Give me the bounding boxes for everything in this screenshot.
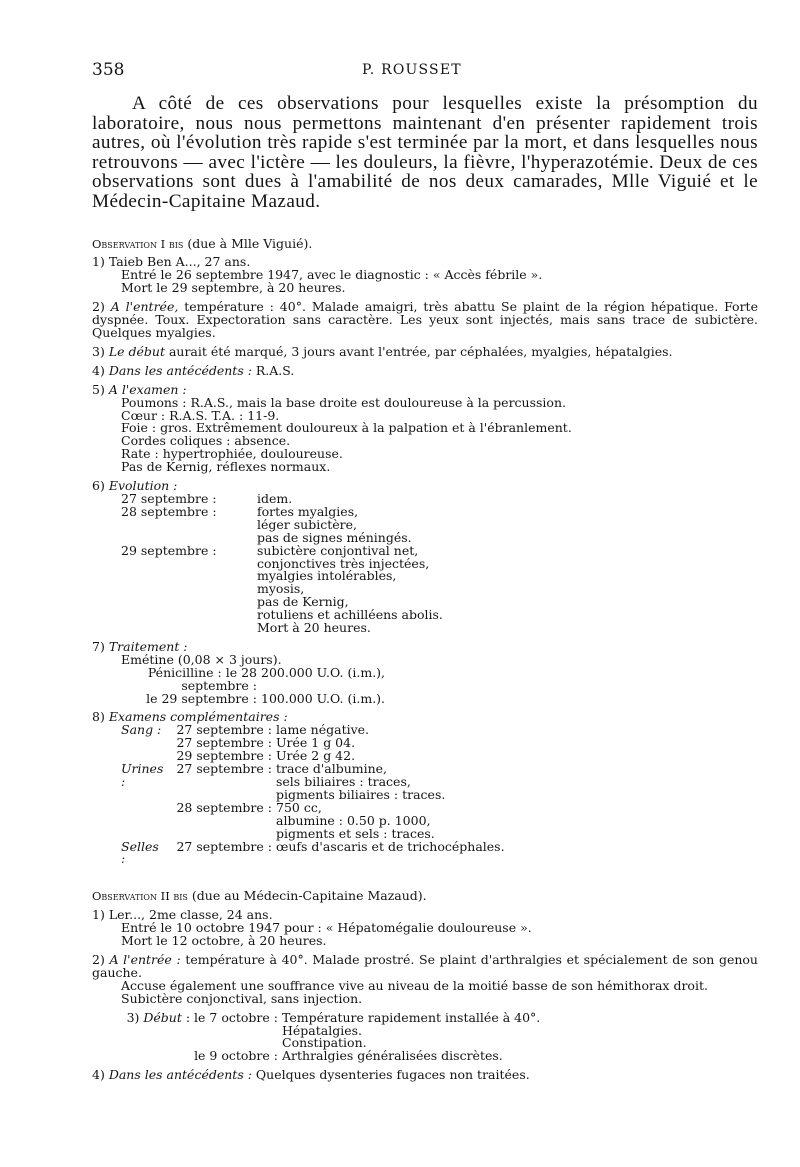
exam-line: Cœur : R.A.S. T.A. : 11-9. bbox=[121, 407, 280, 423]
document-page bbox=[92, 60, 758, 1082]
intro-paragraph: A côté de ces observations pour lesquelles existe la présomption du laboratoire, nous nous permettons maintenant d'en présenter rapidement trois autres, où l'évolution très rapide s'est terminée par la mort, et dans lesquelles nous retrouvons — avec l'ictère — les douleurs, la fièvre, l'hyperazotémie. Deux de ces observations sont dues à l'amabilité de nos deux camarades, Mlle Viguié et le Médecin-Capitaine Mazaud. bbox=[92, 93, 758, 212]
obs2-section-3 bbox=[92, 1009, 758, 1064]
observation-1-title: Observation I bis (due à Mlle Viguié). bbox=[92, 235, 313, 251]
exam-row: 27 septembre : Urée 1 g 04. bbox=[176, 735, 356, 751]
exam-row: 28 septembre : 750 cc, albumine : 0.50 p. 1000, pigments et sels : traces. bbox=[176, 799, 435, 841]
observations bbox=[92, 235, 758, 1083]
obs1-section-7: 7) Traitement : Emétine (0,08 × 3 jours). Pénicilline : le 28 septembre : 200.000 U.O. (i.m.), le 29 septembre : 100.000 U.O. (i.m.). bbox=[92, 641, 758, 706]
obs1-section-2: 2) A l'entrée, température : 40°. Malade amaigri, très abattu Se plaint de la région hépatique. Forte dyspnée. Toux. Expectoration sans caractère. Les yeux sont injectés, mais sans trace de subictère. Quelques myalgies. bbox=[92, 299, 758, 340]
onset-row: 3) Début : le 7 octobre : Température rapidement installée à 40°. Hépatalgies. Constipation. bbox=[126, 1009, 541, 1051]
treatment-row: Pénicilline : le 28 septembre : 200.000 U.O. (i.m.), bbox=[147, 664, 386, 693]
exam-line: Cordes coliques : absence. bbox=[121, 433, 291, 449]
page-number: 358 bbox=[92, 60, 125, 80]
obs1-section-5: 5) A l'examen : Poumons : R.A.S., mais la base droite est douloureuse à la percussion. Cœur : R.A.S. T.A. : 11-9. Foie : gros. Extrêmement douloureux à la palpation et à l'ébranlement. Cordes coliques : absence. Rate : hypertrophiée, douloureuse. Pas de Kernig, réflexes normaux. bbox=[92, 384, 758, 474]
obs2-section-2: 2) A l'entrée : température à 40°. Malade prostré. Se plaint d'arthralgies et spécialement de son genou gauche. Accuse également une souffrance vive au niveau de la moitié basse de son hémithorax droit. Subictère conjonctival, sans injection. bbox=[92, 951, 758, 1006]
evolution-row: 27 septembre : idem. bbox=[121, 490, 293, 506]
exam-line: Poumons : R.A.S., mais la base droite est douloureuse à la percussion. bbox=[121, 394, 566, 410]
obs1-section-8: 8) Examens complémentaires : Sang : 27 septembre : lame négative. 27 septembre : Urée 1 g 04. 29 septembre : Urée 2 g 42. Urines : 27 septembre : trace d'albumine, sels biliaires : traces, pigments biliaires : traces. 28 septembre : 750 cc, albumine : 0.50 p. 1000, pigments et sels : traces. Selles : 27 septembre : œufs d'ascaris et de trichocéphales. bbox=[92, 711, 758, 866]
exam-line: Pas de Kernig, réflexes normaux. bbox=[121, 459, 331, 475]
obs2-section-1: 1) Ler..., 2me classe, 24 ans. Entré le 10 octobre 1947 pour : « Hépatomégalie douloureuse ». Mort le 12 octobre, à 20 heures. bbox=[92, 907, 532, 949]
obs1-section-6: 6) Evolution : 27 septembre : idem. 28 septembre : fortes myalgies, léger subictère, pas de signes méningés. 29 septembre : subictère conjontival net, conjonctives très injectées, myalgies intolérables, myosis, pas de Kernig, rotuliens et achilléens abolis. Mort à 20 heures. bbox=[92, 480, 758, 635]
obs2-section-4: 4) Dans les antécédents : Quelques dysenteries fugaces non traitées. bbox=[92, 1067, 530, 1083]
obs1-section-3: 3) Le début aurait été marqué, 3 jours avant l'entrée, par céphalées, myalgies, hépatalgies. bbox=[92, 343, 673, 359]
evolution-row: 29 septembre : subictère conjontival net, conjonctives très injectées, myalgies intolérables, myosis, pas de Kernig, rotuliens et achilléens abolis. Mort à 20 heures. bbox=[121, 542, 443, 636]
exam-row: 29 septembre : Urée 2 g 42. bbox=[176, 748, 356, 764]
evolution-row: 28 septembre : fortes myalgies, léger subictère, pas de signes méningés. bbox=[121, 503, 412, 545]
exam-row: Selles : 27 septembre : œufs d'ascaris et de trichocéphales. bbox=[121, 838, 505, 867]
exam-line: Rate : hypertrophiée, douloureuse. bbox=[121, 446, 343, 462]
page-header bbox=[92, 60, 758, 84]
running-head: P. ROUSSET bbox=[362, 62, 462, 78]
exam-row: Urines : 27 septembre : trace d'albumine, sels biliaires : traces, pigments biliaires : traces. bbox=[121, 761, 446, 802]
obs1-section-1: 1) Taieb Ben A..., 27 ans. Entré le 26 septembre 1947, avec le diagnostic : « Accès fébrile ». Mort le 29 septembre, à 20 heures. bbox=[92, 254, 543, 296]
exam-row: Sang : 27 septembre : lame négative. bbox=[121, 722, 370, 738]
onset-row: le 9 octobre : Arthralgies généralisées discrètes. bbox=[194, 1048, 503, 1064]
observation-2-title: Observation II bis (due au Médecin-Capitaine Mazaud). bbox=[92, 888, 427, 904]
obs1-section-4: 4) Dans les antécédents : R.A.S. bbox=[92, 362, 295, 378]
treatment-row: le 29 septembre : 100.000 U.O. (i.m.). bbox=[146, 690, 386, 706]
exam-line: Foie : gros. Extrêmement douloureux à la palpation et à l'ébranlement. bbox=[121, 420, 572, 436]
